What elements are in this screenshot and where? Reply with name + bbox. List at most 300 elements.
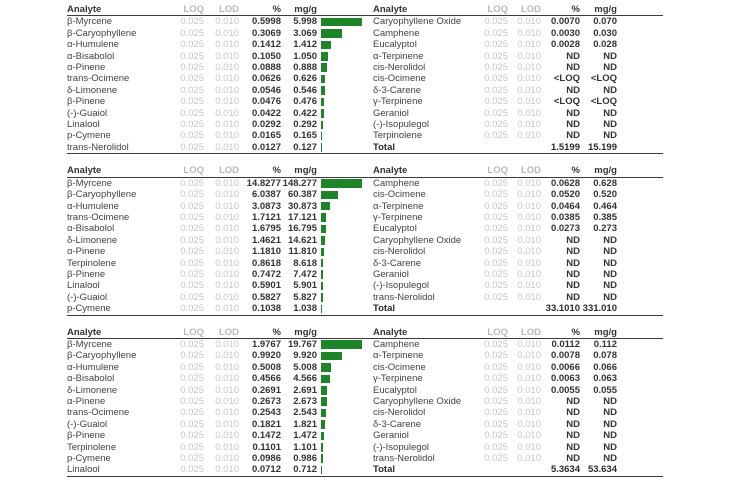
percent-value: <LOQ xyxy=(553,73,580,85)
table-header-row xyxy=(373,165,663,177)
analyte-row xyxy=(67,258,373,269)
mgg-value: ND xyxy=(603,407,617,419)
mgg-bar xyxy=(321,202,330,211)
mgg-bar xyxy=(321,409,326,418)
mgg-bar-cell xyxy=(317,62,373,73)
percent-value: 0.1821 xyxy=(251,418,281,430)
mgg-value: ND xyxy=(603,441,617,453)
analyte-name: trans-Nerolidol xyxy=(67,141,129,153)
lod-value: 0.010 xyxy=(215,291,239,303)
table-header-row xyxy=(67,165,373,177)
analyte-name: α-Bisabolol xyxy=(67,373,115,385)
loq-value: 0.025 xyxy=(180,234,204,246)
mgg-bar-cell xyxy=(317,350,373,361)
analyte-row xyxy=(373,223,663,234)
lod-value: 0.010 xyxy=(517,280,541,292)
percent-value: 14.8277 xyxy=(246,177,281,189)
lod-value: 0.010 xyxy=(215,418,239,430)
lod-value: 0.010 xyxy=(215,141,239,153)
analyte-row xyxy=(373,28,663,39)
percent-value: 0.0078 xyxy=(550,350,580,362)
percent-value: 0.0385 xyxy=(550,211,580,223)
lod-value: 0.010 xyxy=(517,107,541,119)
analyte-row xyxy=(373,85,663,96)
total-row xyxy=(373,142,663,154)
analyte-name: β-Myrcene xyxy=(67,16,113,28)
mgg-value: ND xyxy=(603,257,617,269)
loq-value: 0.025 xyxy=(484,396,508,407)
loq-value: 0.025 xyxy=(180,338,204,350)
analyte-name: β-Caryophyllene xyxy=(67,27,137,39)
percent-value: 0.0112 xyxy=(551,338,580,350)
analyte-name: trans-Ocimene xyxy=(67,407,130,419)
mgg-bar xyxy=(321,375,330,384)
analyte-name: Terpinolene xyxy=(67,441,117,453)
analyte-row xyxy=(373,396,663,407)
analyte-name: Caryophyllene Oxide xyxy=(373,16,462,28)
mgg-bar xyxy=(321,52,328,61)
lod-value: 0.010 xyxy=(215,257,239,269)
analyte-name: α-Humulene xyxy=(67,200,119,212)
col-header-spacer xyxy=(617,327,663,339)
analyte-row xyxy=(67,62,373,73)
mgg-bar-cell xyxy=(317,189,373,200)
row-spacer xyxy=(617,385,663,396)
analyte-row xyxy=(67,396,373,407)
lod-value: 0.010 xyxy=(215,396,239,407)
mgg-bar xyxy=(321,213,326,222)
analyte-name: Eucalyptol xyxy=(373,223,417,235)
analyte-row xyxy=(67,177,373,189)
mgg-value: 30.873 xyxy=(287,200,317,212)
analyte-row xyxy=(373,108,663,119)
lod-value: 0.010 xyxy=(517,73,541,85)
loq-value: 0.025 xyxy=(484,223,508,235)
percent-value: 0.5901 xyxy=(251,280,281,292)
mgg-bar-cell xyxy=(317,235,373,246)
loq-value: 0.025 xyxy=(180,373,204,385)
analyte-row xyxy=(67,419,373,430)
mgg-value: ND xyxy=(603,107,617,119)
lod-value: 0.010 xyxy=(517,177,541,189)
lod-value: 0.010 xyxy=(517,39,541,51)
loq-value: 0.025 xyxy=(484,234,508,246)
row-spacer xyxy=(617,108,663,119)
analyte-name: p-Cymene xyxy=(67,453,111,465)
row-spacer xyxy=(617,235,663,246)
mgg-value: 0.112 xyxy=(593,338,617,350)
lod-value: 0.010 xyxy=(517,50,541,62)
lod-value: 0.010 xyxy=(215,62,239,74)
loq-value: 0.025 xyxy=(484,62,508,74)
col-header-loq: LOQ xyxy=(473,327,508,339)
analyte-table-right xyxy=(373,165,663,315)
mgg-bar-cell xyxy=(317,51,373,62)
percent-value: 3.0873 xyxy=(251,200,281,212)
mgg-value: 17.121 xyxy=(287,211,317,223)
analyte-name: Terpinolene xyxy=(67,257,117,269)
mgg-value: 0.422 xyxy=(293,107,317,119)
mgg-bar xyxy=(321,432,324,441)
row-spacer xyxy=(617,350,663,361)
mgg-value: 7.472 xyxy=(293,268,317,280)
total-lod-empty xyxy=(508,142,541,154)
lod-value: 0.010 xyxy=(517,189,541,201)
total-label: Total xyxy=(373,141,395,153)
mgg-value: 5.827 xyxy=(293,291,317,303)
loq-value: 0.025 xyxy=(180,350,204,362)
percent-value: 0.0464 xyxy=(550,200,580,212)
total-mgg-value: 15.199 xyxy=(587,141,617,153)
lod-value: 0.010 xyxy=(517,96,541,108)
analyte-name: cis-Ocimene xyxy=(373,361,426,373)
lod-value: 0.010 xyxy=(215,384,239,396)
analyte-row xyxy=(67,212,373,223)
mgg-value: ND xyxy=(603,430,617,442)
percent-value: 0.0165 xyxy=(251,130,281,142)
lod-value: 0.010 xyxy=(215,223,239,235)
mgg-bar xyxy=(321,41,331,50)
mgg-bar-cell xyxy=(317,28,373,39)
loq-value: 0.025 xyxy=(484,268,508,280)
analyte-row xyxy=(373,51,663,62)
percent-value: 0.0712 xyxy=(251,464,281,476)
loq-value: 0.025 xyxy=(484,407,508,419)
mgg-value: 1.038 xyxy=(293,303,317,315)
percent-value: 0.0626 xyxy=(251,73,281,85)
analyte-name: δ-3-Carene xyxy=(373,257,422,269)
analyte-name: cis-Nerolidol xyxy=(373,407,426,419)
row-spacer xyxy=(617,96,663,107)
mgg-value: 1.412 xyxy=(293,39,317,51)
percent-value: 0.0546 xyxy=(251,84,281,96)
analyte-name: p-Cymene xyxy=(67,303,111,315)
percent-value: ND xyxy=(566,107,580,119)
mgg-value: 0.070 xyxy=(593,16,617,28)
percent-value: 0.7472 xyxy=(251,268,281,280)
lod-value: 0.010 xyxy=(517,430,541,442)
analyte-name: Linalool xyxy=(67,119,100,131)
analyte-row xyxy=(373,269,663,280)
mgg-value: 8.618 xyxy=(293,257,317,269)
mgg-bar xyxy=(321,259,323,268)
mgg-value: ND xyxy=(603,291,617,303)
mgg-value: ND xyxy=(603,268,617,280)
mgg-value: ND xyxy=(603,396,617,407)
percent-value: 0.0292 xyxy=(251,119,281,131)
percent-value: 0.0986 xyxy=(251,453,281,465)
percent-value: ND xyxy=(566,84,580,96)
percent-value: 0.0628 xyxy=(550,177,580,189)
mgg-value: 1.101 xyxy=(293,441,317,453)
col-header-percent: % xyxy=(239,327,281,339)
lod-value: 0.010 xyxy=(517,211,541,223)
total-loq-empty xyxy=(473,303,508,315)
lod-value: 0.010 xyxy=(215,407,239,419)
col-header-spacer xyxy=(617,165,663,177)
analyte-name: Geraniol xyxy=(373,430,409,442)
mgg-bar xyxy=(321,98,324,107)
lod-value: 0.010 xyxy=(517,338,541,350)
analyte-row xyxy=(373,407,663,418)
row-spacer xyxy=(617,51,663,62)
col-header-lod: LOD xyxy=(204,4,239,16)
mgg-bar-cell xyxy=(317,119,373,130)
percent-value: 0.0476 xyxy=(251,96,281,108)
loq-value: 0.025 xyxy=(484,73,508,85)
mgg-value: 0.464 xyxy=(593,200,617,212)
percent-value: ND xyxy=(566,268,580,280)
analyte-name: α-Pinene xyxy=(67,62,106,74)
percent-value: 0.5008 xyxy=(251,361,281,373)
col-header-bar-spacer xyxy=(317,4,373,16)
total-mgg-value: 331.010 xyxy=(582,303,617,315)
row-spacer xyxy=(617,258,663,269)
percent-value: ND xyxy=(566,441,580,453)
loq-value: 0.025 xyxy=(180,200,204,212)
lod-value: 0.010 xyxy=(517,291,541,303)
col-header-analyte: Analyte xyxy=(67,165,168,177)
mgg-value: 1.472 xyxy=(293,430,317,442)
analyte-row xyxy=(67,85,373,96)
percent-value: ND xyxy=(566,453,580,465)
row-spacer xyxy=(617,212,663,223)
lod-value: 0.010 xyxy=(517,84,541,96)
analyte-name: Geraniol xyxy=(373,268,409,280)
analyte-name: cis-Ocimene xyxy=(373,189,426,201)
loq-value: 0.025 xyxy=(484,96,508,108)
analyte-name: trans-Ocimene xyxy=(67,73,130,85)
lod-value: 0.010 xyxy=(215,268,239,280)
row-spacer xyxy=(617,464,663,476)
mgg-value: 5.998 xyxy=(293,16,317,28)
loq-value: 0.025 xyxy=(484,39,508,51)
loq-value: 0.025 xyxy=(484,291,508,303)
analyte-name: (-)-Guaiol xyxy=(67,107,108,119)
mgg-value: 1.050 xyxy=(293,50,317,62)
mgg-value: 5.008 xyxy=(293,361,317,373)
loq-value: 0.025 xyxy=(484,418,508,430)
row-spacer xyxy=(617,453,663,464)
mgg-bar-cell xyxy=(317,385,373,396)
mgg-bar xyxy=(321,29,342,38)
analyte-name: β-Myrcene xyxy=(67,338,113,350)
loq-value: 0.025 xyxy=(484,280,508,292)
analyte-row xyxy=(67,130,373,141)
loq-value: 0.025 xyxy=(180,189,204,201)
analyte-row xyxy=(67,223,373,234)
analyte-row xyxy=(67,119,373,130)
lod-value: 0.010 xyxy=(215,373,239,385)
mgg-bar xyxy=(321,179,362,188)
analyte-row xyxy=(373,16,663,28)
percent-value: ND xyxy=(566,119,580,131)
analyte-row xyxy=(67,73,373,84)
lod-value: 0.010 xyxy=(215,50,239,62)
col-header-analyte: Analyte xyxy=(67,327,168,339)
lod-value: 0.010 xyxy=(517,257,541,269)
lod-value: 0.010 xyxy=(517,16,541,28)
row-spacer xyxy=(617,362,663,373)
loq-value: 0.025 xyxy=(484,361,508,373)
analyte-row xyxy=(67,51,373,62)
analyte-name: Terpinolene xyxy=(373,130,423,142)
row-spacer xyxy=(617,338,663,350)
percent-value: 0.1050 xyxy=(251,50,281,62)
mgg-bar-cell xyxy=(317,269,373,280)
lod-value: 0.010 xyxy=(215,130,239,142)
analyte-row xyxy=(373,292,663,303)
mgg-value: <LOQ xyxy=(590,96,617,108)
row-spacer xyxy=(617,373,663,384)
row-spacer xyxy=(617,177,663,189)
mgg-bar-cell xyxy=(317,292,373,303)
percent-value: 0.0520 xyxy=(550,189,580,201)
mgg-bar xyxy=(321,305,322,314)
col-header-mgg: mg/g xyxy=(580,4,617,16)
lod-value: 0.010 xyxy=(215,350,239,362)
mgg-bar-cell xyxy=(317,201,373,212)
mgg-value: ND xyxy=(603,280,617,292)
col-header-loq: LOQ xyxy=(168,4,204,16)
analyte-row xyxy=(67,442,373,453)
lod-value: 0.010 xyxy=(517,62,541,74)
lod-value: 0.010 xyxy=(215,211,239,223)
percent-value: ND xyxy=(566,257,580,269)
mgg-bar xyxy=(321,75,325,84)
mgg-bar-cell xyxy=(317,130,373,141)
analyte-row xyxy=(67,350,373,361)
analyte-row xyxy=(67,189,373,200)
analyte-name: trans-Nerolidol xyxy=(373,291,435,303)
analyte-name: Caryophyllene Oxide xyxy=(373,234,462,246)
lod-value: 0.010 xyxy=(215,453,239,465)
analyte-name: Eucalyptol xyxy=(373,384,417,396)
lod-value: 0.010 xyxy=(517,361,541,373)
mgg-bar-cell xyxy=(317,396,373,407)
table-header-row xyxy=(373,327,663,339)
percent-value: ND xyxy=(566,234,580,246)
analyte-row xyxy=(67,385,373,396)
loq-value: 0.025 xyxy=(180,384,204,396)
analyte-name: β-Pinene xyxy=(67,96,106,108)
mgg-value: 0.063 xyxy=(593,373,617,385)
total-lod-empty xyxy=(508,303,541,315)
loq-value: 0.025 xyxy=(484,430,508,442)
mgg-value: 0.165 xyxy=(293,130,317,142)
total-percent-value: 1.5199 xyxy=(550,141,580,153)
total-percent-value: 33.1010 xyxy=(545,303,580,315)
col-header-mgg: mg/g xyxy=(281,4,317,16)
analyte-row xyxy=(67,16,373,28)
lod-value: 0.010 xyxy=(215,303,239,315)
percent-value: 0.1038 xyxy=(251,303,281,315)
percent-value: 0.0055 xyxy=(550,384,580,396)
percent-value: 0.8618 xyxy=(251,257,281,269)
percent-value: ND xyxy=(566,418,580,430)
row-spacer xyxy=(617,62,663,73)
col-header-lod: LOD xyxy=(508,165,541,177)
analyte-name: cis-Nerolidol xyxy=(373,62,426,74)
loq-value: 0.025 xyxy=(484,50,508,62)
mgg-bar-cell xyxy=(317,85,373,96)
percent-value: 0.0888 xyxy=(251,62,281,74)
total-loq-empty xyxy=(473,142,508,154)
analyte-name: δ-Limonene xyxy=(67,84,118,96)
loq-value: 0.025 xyxy=(180,280,204,292)
analyte-name: Camphene xyxy=(373,338,420,350)
mgg-bar-cell xyxy=(317,362,373,373)
lod-value: 0.010 xyxy=(517,441,541,453)
lod-value: 0.010 xyxy=(517,27,541,39)
lod-value: 0.010 xyxy=(517,384,541,396)
loq-value: 0.025 xyxy=(180,16,204,28)
loq-value: 0.025 xyxy=(180,453,204,465)
percent-value: 0.1101 xyxy=(252,441,281,453)
percent-value: 1.7121 xyxy=(251,211,281,223)
analyte-table-left xyxy=(67,165,373,315)
lod-value: 0.010 xyxy=(215,39,239,51)
mgg-bar-cell xyxy=(317,464,373,476)
lod-value: 0.010 xyxy=(517,234,541,246)
loq-value: 0.025 xyxy=(180,268,204,280)
percent-value: 1.9767 xyxy=(251,338,281,350)
lod-value: 0.010 xyxy=(215,464,239,476)
loq-value: 0.025 xyxy=(180,39,204,51)
mgg-value: ND xyxy=(603,130,617,142)
table-header-row xyxy=(67,4,373,16)
percent-value: ND xyxy=(566,62,580,74)
total-mgg-value: 53.634 xyxy=(587,464,617,476)
lod-value: 0.010 xyxy=(517,350,541,362)
mgg-bar-cell xyxy=(317,96,373,107)
analyte-row xyxy=(373,201,663,212)
analyte-name: β-Myrcene xyxy=(67,177,113,189)
col-header-spacer xyxy=(617,4,663,16)
percent-value: ND xyxy=(566,50,580,62)
analyte-name: Camphene xyxy=(373,27,420,39)
analyte-name: α-Pinene xyxy=(67,246,106,258)
percent-value: 0.4566 xyxy=(251,373,281,385)
mgg-value: 5.901 xyxy=(293,280,317,292)
analyte-row xyxy=(67,464,373,476)
analyte-row xyxy=(67,108,373,119)
analyte-name: Geraniol xyxy=(373,107,409,119)
mgg-value: 0.546 xyxy=(293,84,317,96)
analyte-row xyxy=(373,39,663,50)
mgg-value: 0.127 xyxy=(293,141,317,153)
mgg-value: 9.920 xyxy=(293,350,317,362)
percent-value: ND xyxy=(566,291,580,303)
loq-value: 0.025 xyxy=(484,16,508,28)
mgg-bar-cell xyxy=(317,177,373,189)
mgg-value: 4.566 xyxy=(293,373,317,385)
analyte-name: Linalool xyxy=(67,464,100,476)
analyte-row xyxy=(373,350,663,361)
lod-value: 0.010 xyxy=(517,246,541,258)
mgg-value: 0.078 xyxy=(593,350,617,362)
col-header-analyte: Analyte xyxy=(373,4,473,16)
mgg-bar xyxy=(321,443,323,452)
total-label: Total xyxy=(373,303,395,315)
analyte-row xyxy=(67,453,373,464)
analyte-name: (-)-Isopulegol xyxy=(373,280,429,292)
mgg-bar xyxy=(321,63,327,72)
col-header-mgg: mg/g xyxy=(580,327,617,339)
analyte-row xyxy=(373,119,663,130)
analyte-row xyxy=(373,338,663,350)
mgg-bar-cell xyxy=(317,108,373,119)
